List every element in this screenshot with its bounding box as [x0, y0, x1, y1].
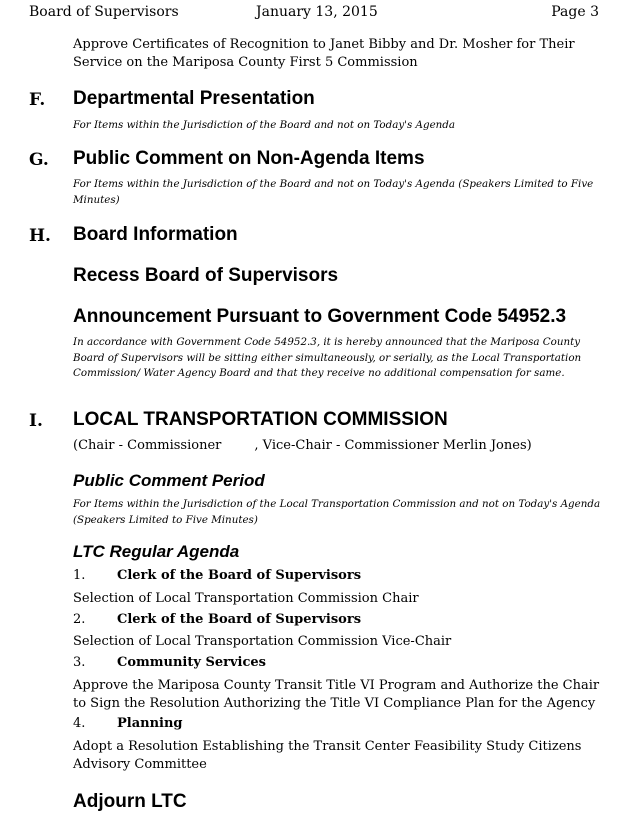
agenda-item-3-department: Community Services [117, 655, 266, 670]
section-f-note: For Items within the Jurisdiction of the Board and not on Today's Agenda [73, 119, 456, 131]
section-g-letter: G. [29, 150, 49, 170]
section-i-title: LOCAL TRANSPORTATION COMMISSION [73, 409, 448, 430]
agenda-item-4-text: Adopt a Resolution Establishing the Transit Center Feasibility Study Citizens Advisory Committee [73, 739, 582, 772]
header-board-name: Board of Supervisors [29, 4, 179, 20]
agenda-item-4-department: Planning [117, 716, 183, 731]
section-f-title: Departmental Presentation [73, 88, 315, 109]
public-comment-title: Public Comment Period [73, 471, 265, 490]
section-h-title: Board Information [73, 224, 238, 245]
agenda-item-4-number: 4. [73, 716, 86, 731]
announcement-title: Announcement Pursuant to Government Code 54952.3 [73, 306, 567, 327]
section-g-title: Public Comment on Non-Agenda Items [73, 148, 425, 169]
recess-title: Recess Board of Supervisors [73, 265, 339, 286]
agenda-item-2-text: Selection of Local Transportation Commission Vice-Chair [73, 634, 452, 649]
agenda-item-1-department: Clerk of the Board of Supervisors [117, 568, 362, 583]
agenda-item-3-text: Approve the Mariposa County Transit Title VI Program and Authorize the Chair to Sign the Resolution Authorizing the Title VI Compliance Plan for the Agency [73, 678, 600, 711]
agenda-item-1-text: Selection of Local Transportation Commission Chair [73, 591, 419, 606]
public-comment-note: For Items within the Jurisdiction of the Local Transportation Commission and not on Today's Agenda (Speakers Limited to Five Minutes) [73, 498, 601, 526]
agenda-item-2-number: 2. [73, 612, 86, 627]
section-g-note: For Items within the Jurisdiction of the Board and not on Today's Agenda (Speakers Limited to Five Minutes) [73, 178, 594, 206]
section-i-letter: I. [29, 411, 43, 431]
header-date: January 13, 2015 [256, 4, 378, 20]
section-i-chair-line: (Chair - Commissioner , Vice-Chair - Commissioner Merlin Jones) [73, 438, 532, 453]
section-f-letter: F. [29, 90, 46, 110]
agenda-item-1-number: 1. [73, 568, 86, 583]
adjourn-title: Adjourn LTC [73, 791, 187, 812]
ltc-agenda-title: LTC Regular Agenda [73, 542, 240, 561]
agenda-item-2-department: Clerk of the Board of Supervisors [117, 612, 362, 627]
intro-item-text: Approve Certificates of Recognition to Janet Bibby and Dr. Mosher for Their Service on the Mariposa County First 5 Commission [73, 37, 575, 70]
announcement-text: In accordance with Government Code 54952.3, it is hereby announced that the Mariposa County Board of Supervisors will be sitting either simultaneously, or serially, as the Local Transportation Commission/ Water Agency Board and that they receive no additional compensation for same. [73, 336, 582, 379]
agenda-item-3-number: 3. [73, 655, 86, 670]
header-page-number: Page 3 [551, 4, 599, 20]
section-h-letter: H. [29, 226, 51, 246]
